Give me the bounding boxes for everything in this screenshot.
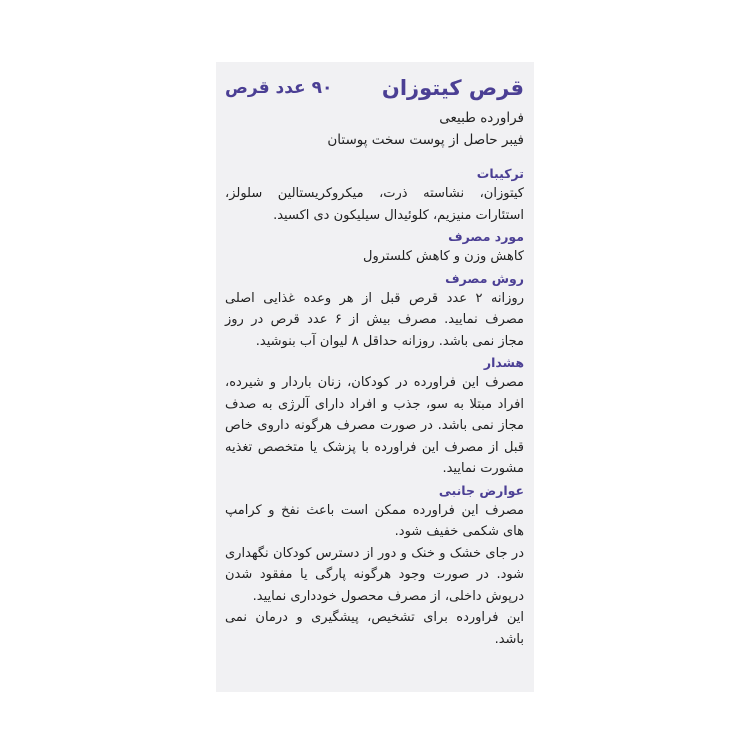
pack-size: ۹۰ عدد قرص (225, 78, 333, 98)
section-warning (225, 354, 524, 480)
section-dosage (225, 270, 524, 353)
product-label (216, 62, 534, 692)
warning-heading: هشدار (483, 355, 524, 370)
side-effects-text: مصرف این فراورده ممکن است باعث نفخ و کرامپ های شکمی خفیف شود. (225, 502, 524, 539)
disclaimer-text: این فراورده برای تشخیص، پیشگیری و درمان نمی باشد. (225, 610, 524, 647)
product-source: فیبر حاصل از پوست سخت پوستان (327, 132, 524, 148)
section-ingredients (225, 165, 524, 226)
indications-text: کاهش وزن و کاهش کلسترول (363, 249, 524, 264)
product-type: فراورده طبیعی (439, 110, 524, 126)
product-name: قرص کیتوزان (381, 76, 524, 100)
side-effects-heading: عوارض جانبی (438, 482, 524, 498)
section-indications (225, 228, 524, 268)
dosage-text: روزانه ۲ عدد قرص قبل از هر وعده غذایی اصلی مصرف نمایید. مصرف بیش از ۶ عدد قرص در روز مجاز نمی باشد. روزانه حداقل ۸ لیوان آب بنوشید. (225, 290, 524, 349)
ingredients-heading: ترکیبات (476, 166, 524, 181)
section-side-effects (225, 482, 524, 651)
storage-text: در جای خشک و خنک و دور از دسترس کودکان نگهداری شود. در صورت وجود هرگونه پارگی یا مفقود شدن درپوش داخلی، از مصرف محصول خودداری نمایید. (225, 545, 524, 604)
title-row (225, 68, 524, 108)
indications-heading: مورد مصرف (448, 229, 524, 244)
dosage-heading: روش مصرف (445, 270, 524, 286)
ingredients-text: کیتوزان، نشاسته ذرت، میکروکریستالین سلولز، استئارات منیزیم، کلوئیدال سیلیکون دی اکسید. (225, 186, 524, 223)
warning-text: مصرف این فراورده در کودکان، زنان باردار و شیرده، افراد مبتلا به سو، جذب و افراد دارای آلرژی به صدف مجاز نمی باشد. در صورت مصرف هرگونه داروی خاص قبل از مصرف این فراورده با پزشک یا متخصص تغذیه مشورت نمایید. (225, 375, 524, 476)
